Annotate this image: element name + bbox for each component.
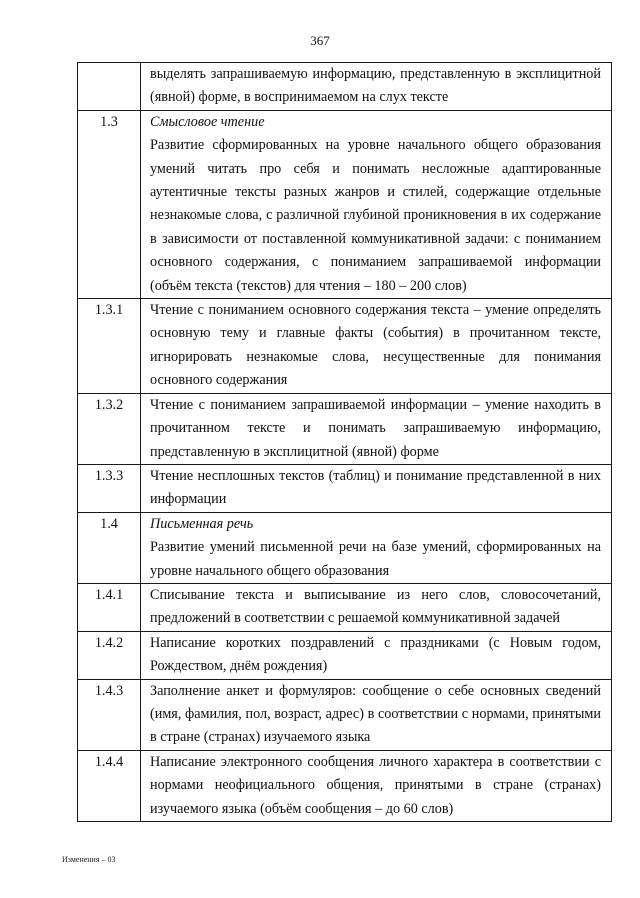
content-table: [77, 62, 612, 822]
table-row: [78, 679, 612, 750]
section-code: 1.3.2: [78, 393, 141, 464]
table-row: [78, 393, 612, 464]
section-code: 1.4: [78, 512, 141, 583]
section-title: Смысловое чтение: [150, 113, 265, 130]
table-row: [78, 464, 612, 512]
section-content: [141, 631, 612, 679]
section-title: Письменная речь: [150, 515, 254, 532]
section-content: [141, 464, 612, 512]
section-content: [141, 750, 612, 821]
section-text: Чтение с пониманием запрашиваемой информации – умение находить в прочитанном тексте и понимать запрашиваемую информацию, представленную в эксплицитной (явной) форме: [150, 396, 601, 460]
table-row: [78, 63, 612, 111]
table-row: [78, 512, 612, 583]
section-content: [141, 512, 612, 583]
section-content: [141, 583, 612, 631]
section-text: Развитие сформированных на уровне начального общего образования умений читать про себя и понимать несложные адаптированные аутентичные тексты разных жанров и стилей, содержащие отдельные незнакомые слова, с различной глубиной проникновения в их содержание в зависимости от поставленной коммуникативной задачи: с пониманием основного содержания, с пониманием запрашиваемой информации (объём текста (текстов) для чтения – 180 – 200 слов): [150, 137, 601, 294]
footer-note: Изменения – 03: [62, 855, 116, 864]
section-content: [141, 393, 612, 464]
section-text: Написание коротких поздравлений с праздниками (с Новым годом, Рождеством, днём рождения): [150, 634, 601, 675]
table-row: [78, 110, 612, 298]
section-content: [141, 299, 612, 394]
section-text: Написание электронного сообщения личного характера в соответствии с нормами неофициального общения, принятыми в стране (странах) изучаемого языка (объём сообщения – до 60 слов): [150, 753, 601, 817]
section-code: 1.4.2: [78, 631, 141, 679]
section-code: 1.3.3: [78, 464, 141, 512]
section-code: 1.4.1: [78, 583, 141, 631]
section-text: Развитие умений письменной речи на базе умений, сформированных на уровне начального общего образования: [150, 539, 601, 579]
table-row: [78, 631, 612, 679]
section-content: [141, 679, 612, 750]
section-code: 1.4.4: [78, 750, 141, 821]
table-row: [78, 750, 612, 821]
section-code: 1.3.1: [78, 299, 141, 394]
section-code: 1.4.3: [78, 679, 141, 750]
page-number: 367: [310, 33, 330, 48]
section-text: Списывание текста и выписывание из него слов, словосочетаний, предложений в соответствии с решаемой коммуникативной задачей: [150, 586, 601, 627]
section-text: выделять запрашиваемую информацию, представленную в эксплицитной (явной) форме, в воспринимаемом на слух тексте: [150, 66, 601, 106]
section-text: Чтение с пониманием основного содержания текста – умение определять основную тему и главные факты (события) в прочитанном тексте, игнорировать незнакомые слова, несущественные для понимания основного содержания: [150, 302, 601, 389]
section-code: [78, 63, 141, 111]
table-row: [78, 583, 612, 631]
section-content: [141, 63, 612, 111]
section-content: [141, 110, 612, 298]
section-text: Чтение несплошных текстов (таблиц) и понимание представленной в них информации: [150, 467, 601, 508]
section-code: 1.3: [78, 110, 141, 298]
section-text: Заполнение анкет и формуляров: сообщение о себе основных сведений (имя, фамилия, пол, возраст, адрес) в соответствии с нормами, принятыми в стране (странах) изучаемого языка: [150, 682, 601, 746]
table-row: [78, 299, 612, 394]
